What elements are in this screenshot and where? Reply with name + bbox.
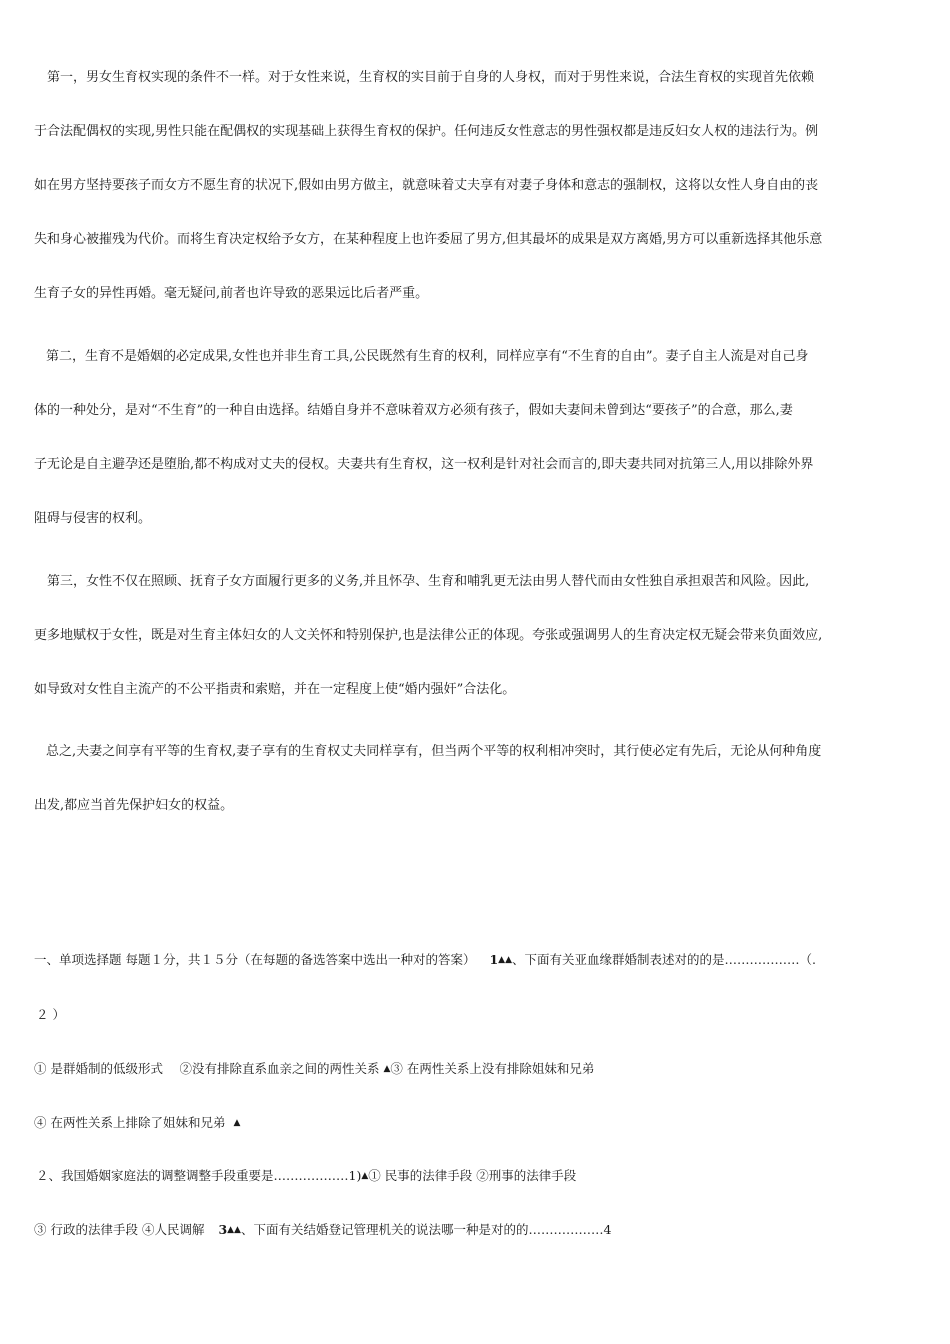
text-line: 如在男方坚持要孩子而女方不愿生育的状况下,假如由男方做主，就意味着丈夫享有对妻子身体和意志的强制权，这将以女性人身自由的丧 — [34, 178, 819, 193]
question-1-options-a — [34, 1061, 594, 1077]
text-line: 第二，生育不是婚姻的必定成果,女性也并非生育工具,公民既然有生育的权利，同样应享有“不生育的自由”。妻子自主人流是对自己身 — [46, 349, 809, 364]
mark-glyph: ▲ — [383, 1064, 391, 1074]
mark-glyph: ▲▲ — [498, 955, 513, 965]
text-line: 阻碍与侵害的权利。 — [34, 511, 152, 526]
option-text: ③ 行政的法律手段 ④人民调解 — [34, 1222, 205, 1237]
question-text: ２ ） — [36, 1007, 65, 1022]
question-text: 、下面有关结婚登记管理机关的说法哪一种是对的的………………4 — [240, 1222, 612, 1237]
text-line: 体的一种处分，是对“不生育”的一种自由选择。结婚自身并不意味着双方必须有孩子，假如夫妻间未曾到达“要孩子”的合意，那么,妻 — [34, 403, 793, 418]
text-line: 如导致对女性自主流产的不公平指责和索赔，并在一定程度上使“婚内强奸”合法化。 — [34, 682, 516, 697]
mark-glyph: ▲ — [233, 1118, 241, 1128]
option-text: ④ 在两性关系上排除了姐妹和兄弟 — [34, 1115, 226, 1130]
option-text: ③ 在两性关系上没有排除姐妹和兄弟 — [390, 1061, 595, 1076]
text-line: 更多地赋权于女性，既是对生育主体妇女的人文关怀和特别保护,也是法律公正的体现。夸张或强调男人的生育决定权无疑会带来负面效应, — [34, 628, 823, 643]
question-text: ２、我国婚姻家庭法的调整调整手段重要是………………1) — [36, 1168, 362, 1183]
text-line: 生育子女的异性再婚。毫无疑问,前者也许导致的恶果远比后者严重。 — [34, 286, 429, 301]
text-line: 第三，女性不仅在照顾、抚育子女方面履行更多的义务,并且怀孕、生育和哺乳更无法由男人替代而由女性独自承担艰苦和风险。因此, — [34, 574, 810, 589]
text-line: 第一，男女生育权实现的条件不一样。对于女性来说，生育权的实目前于自身的人身权，而对于男性来说，合法生育权的实现首先依赖 — [34, 70, 815, 85]
text-line: 子无论是自主避孕还是堕胎,都不构成对丈夫的侵权。夫妻共有生育权，这一权利是针对社会而言的,即夫妻共同对抗第三人,用以排除外界 — [34, 457, 814, 472]
option-text: ① 是群婚制的低级形式 ②没有排除直系血亲之间的两性关系 — [34, 1061, 380, 1076]
option-text: ① 民事的法律手段 ②刑事的法律手段 — [368, 1168, 577, 1183]
mark-glyph: ▲ — [361, 1171, 369, 1181]
question-number: 3 — [218, 1222, 228, 1237]
text-line: 出发,都应当首先保护妇女的权益。 — [34, 798, 234, 813]
text-line: 于合法配偶权的实现,男性只能在配偶权的实现基础上获得生育权的保护。任何违反女性意志的男性强权都是违反妇女人权的违法行为。例 — [34, 124, 819, 139]
question-text: 、下面有关亚血缘群婚制表述对的的是………………（. — [512, 952, 816, 967]
text-line: 总之,夫妻之间享有平等的生育权,妻子享有的生育权丈夫同样享有，但当两个平等的权利相冲突时，其行使必定有先后，无论从何种角度 — [46, 744, 822, 759]
question-1-option-4 — [34, 1115, 240, 1131]
exam-section-header-line — [34, 952, 816, 968]
question-2-line — [36, 1168, 576, 1184]
exam-section-header: 一、单项选择题 每题１分，共１５分（在每题的备选答案中选出一种对的答案） — [34, 952, 476, 967]
question-1-tail — [36, 1007, 65, 1023]
text-line: 失和身心被摧残为代价。而将生育决定权给予女方，在某种程度上也许委屈了男方,但其最坏的成果是双方离婚,男方可以重新选择其他乐意 — [34, 232, 823, 247]
mark-glyph: ▲▲ — [227, 1225, 241, 1235]
question-number: 1 — [489, 952, 499, 967]
question-2-options-line — [34, 1222, 611, 1238]
